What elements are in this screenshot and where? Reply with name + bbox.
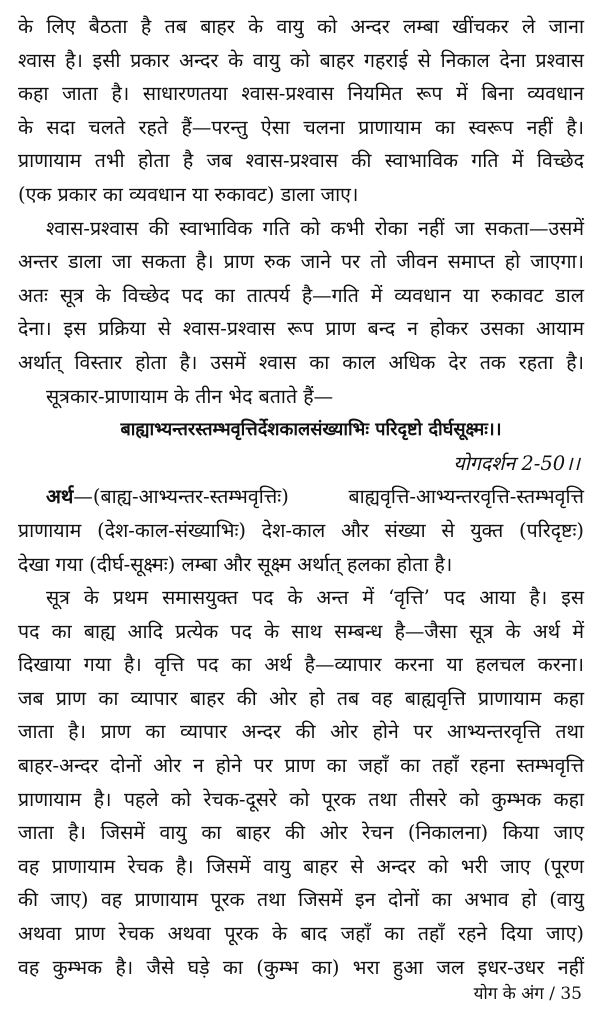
body-line: जाता है। प्राण का व्यापार अन्दर की ओर होने पर आभ्यन्तरवृत्ति तथा (18, 720, 584, 744)
artha-text: —(बाह्य-आभ्यन्तर-स्तम्भवृत्तिः) बाह्यवृत्ति-आभ्यन्तरवृत्ति-स्तम्भवृत्ति (73, 485, 584, 509)
body-line: प्राणायाम है। पहले को रेचक-दूसरे को पूरक तथा तीसरे को कुम्भक कहा (18, 787, 584, 811)
body-line: की जाए) वह प्राणायाम पूरक तथा जिसमें इन दोनों का अभाव हो (वायु (18, 888, 584, 912)
body-line: श्वास-प्रश्वास की स्वाभाविक गति को कभी रोका नहीं जा सकता—उसमें (46, 216, 584, 240)
body-line: देना। इस प्रक्रिया से श्वास-प्रश्वास रूप प्राण बन्द न होकर उसका आयाम (18, 317, 584, 341)
body-line: वह कुम्भक है। जैसे घड़े का (कुम्भ का) भरा हुआ जल इधर-उधर नहीं (18, 955, 584, 979)
body-line: अन्तर डाला जा सकता है। प्राण रुक जाने पर तो जीवन समाप्त हो जाएगा। (18, 250, 584, 274)
body-line: वह प्राणायाम रेचक है। जिसमें वायु बाहर से अन्दर को भरी जाए (पूरण (18, 854, 584, 878)
body-line: अथवा प्राण रेचक अथवा पूरक के बाद जहाँ का तहाँ रहने दिया जाए) (18, 922, 584, 946)
artha-label: अर्थ (46, 485, 74, 509)
page-body (18, 10, 584, 984)
body-line: कहा जाता है। साधारणतया श्वास-प्रश्वास नियमित रूप में बिना व्यवधान (18, 82, 584, 106)
body-line: अतः सूत्र के विच्छेद पद का तात्पर्य है—गति में व्यवधान या रुकावट डाल (18, 283, 584, 307)
body-line: सूत्र के प्रथम समासयुक्त पद के अन्त में ‘वृत्ति’ पद आया है। इस (46, 586, 584, 610)
body-line: अर्थात् विस्तार होता है। उसमें श्वास का काल अधिक देर तक रहता है। (18, 350, 584, 374)
body-line: के सदा चलते रहते हैं—परन्तु ऐसा चलना प्राणायाम का स्वरूप नहीं है। (18, 115, 584, 139)
sutra-citation: योगदर्शन 2-50।। (453, 451, 580, 475)
body-line: पद का बाह्य आदि प्रत्येक पद के साथ सम्बन्ध है—जैसा सूत्र के अर्थ में (18, 619, 584, 643)
sutra-intro: सूत्रकार-प्राणायाम के तीन भेद बताते हैं— (46, 384, 334, 408)
body-line: जब प्राण का व्यापार बाहर की ओर हो तब वह बाह्यवृत्ति प्राणायाम कहा (18, 686, 584, 710)
body-line: देखा गया (दीर्घ-सूक्ष्मः) लम्बा और सूक्ष्म अर्थात् हलका होता है। (18, 552, 453, 576)
body-line: बाहर-अन्दर दोनों ओर न होने पर प्राण का जहाँ का तहाँ रहना स्तम्भवृत्ति (18, 754, 584, 778)
body-line: श्वास है। इसी प्रकार अन्दर के वायु को बाहर गहराई से निकाल देना प्रश्वास (18, 48, 584, 72)
body-line: (एक प्रकार का व्यवधान या रुकावट) डाला जाए। (18, 182, 359, 206)
sutra-verse: बाह्याभ्यन्तरस्तम्भवृत्तिर्देशकालसंख्याभिः परिदृष्टो दीर्घसूक्ष्मः।। (120, 419, 502, 441)
body-line: प्राणायाम तभी होता है जब श्वास-प्रश्वास की स्वाभाविक गति में विच्छेद (18, 149, 584, 173)
body-line: दिखाया गया है। वृत्ति पद का अर्थ है—व्यापार करना या हलचल करना। (18, 653, 584, 677)
body-line: प्राणायाम (देश-काल-संख्याभिः) देश-काल और संख्या से युक्त (परिदृष्टः) (18, 518, 584, 542)
body-line: जाता है। जिसमें वायु का बाहर की ओर रेचन (निकालना) किया जाए (18, 821, 584, 845)
body-line: के लिए बैठता है तब बाहर के वायु को अन्दर लम्बा खींचकर ले जाना (18, 15, 584, 38)
artha-first-line (18, 480, 584, 514)
page-footer: योग के अंग / 35 (473, 984, 582, 1004)
